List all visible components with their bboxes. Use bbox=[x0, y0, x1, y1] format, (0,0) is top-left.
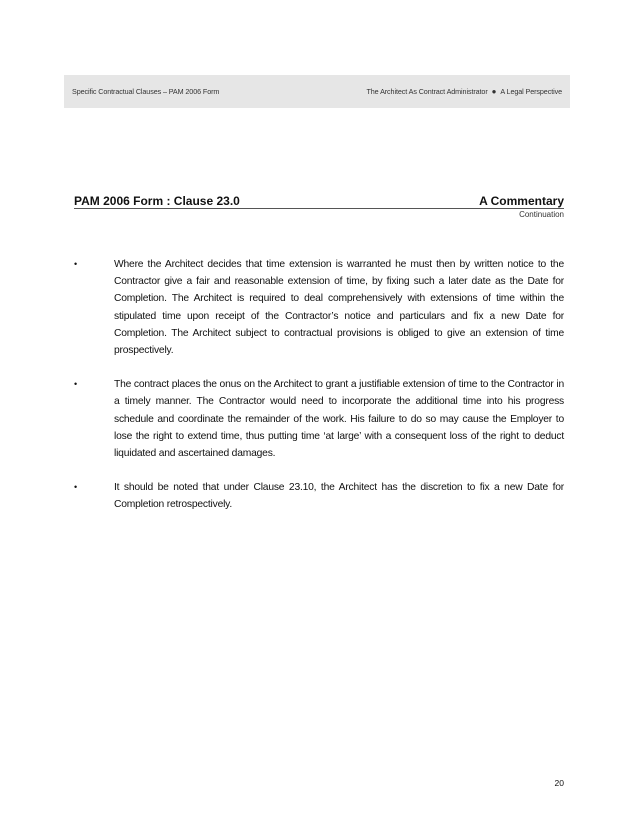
bullet-text: The contract places the onus on the Architect to grant a justifiable extension of time to the Contractor in a timely manner. The Contractor would need to incorporate the additional time into his progress schedule and coordinate the remainder of the work. His failure to do so may cause the Employer to lose the right to extend time, thus putting time ‘at large’ with a consequent loss of the right to deduct liquidated and ascertained damages. bbox=[114, 379, 564, 460]
bullet-item bbox=[74, 256, 564, 359]
header-right bbox=[366, 87, 562, 96]
header-left-text: Specific Contractual Clauses – PAM 2006 Form bbox=[72, 87, 220, 96]
header-right-text-b: A Legal Perspective bbox=[500, 87, 562, 96]
page-number: 20 bbox=[554, 778, 564, 788]
bullet-text: It should be noted that under Clause 23.10, the Architect has the discretion to fix a new Date for Completion retrospectively. bbox=[114, 482, 564, 511]
bullet-icon: • bbox=[74, 482, 77, 493]
bullet-item bbox=[74, 376, 564, 462]
running-header bbox=[64, 75, 570, 108]
bullet-icon: • bbox=[74, 379, 77, 390]
header-right-text-a: The Architect As Contract Administrator bbox=[366, 87, 488, 96]
bullet-icon: • bbox=[74, 259, 77, 269]
bullet-list bbox=[74, 256, 564, 531]
title-divider bbox=[74, 208, 564, 209]
section-title: PAM 2006 Form : Clause 23.0 bbox=[74, 194, 240, 208]
section-tag: A Commentary bbox=[479, 194, 564, 208]
section-title-row bbox=[74, 192, 564, 208]
bullet-separator-icon: ● bbox=[491, 86, 497, 96]
continuation-label: Continuation bbox=[519, 210, 564, 219]
bullet-item bbox=[74, 479, 564, 513]
bullet-text: Where the Architect decides that time extension is warranted he must then by written notice to the Contractor give a fair and reasonable extension of time, by fixing such a later date as the Date for Completion. The Architect is required to deal comprehensively with extensions of time within the stipulated time upon receipt of the Contractor’s notice and particulars and fix a new Date for Completion. The Architect subject to contractual provisions is obliged to give an extension of time prospectively. bbox=[114, 259, 564, 357]
